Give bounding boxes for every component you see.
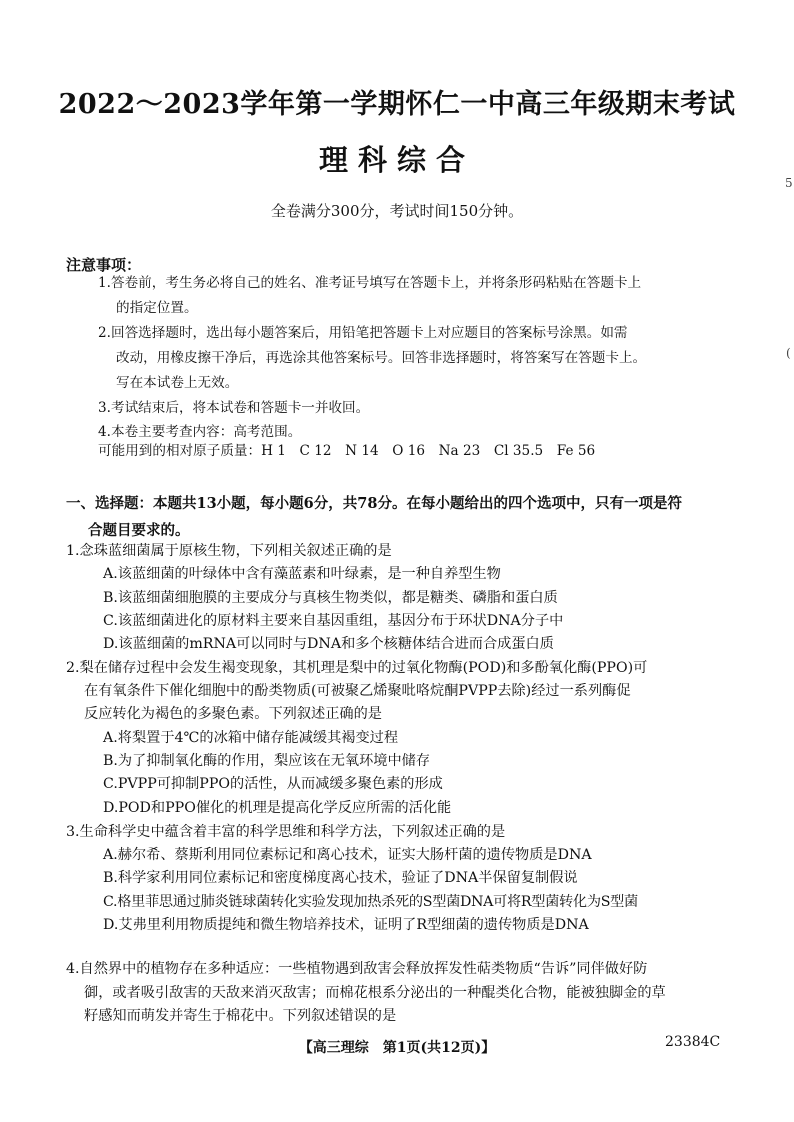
paper-code: 23384C bbox=[665, 1034, 721, 1050]
notice-line: 1.答卷前，考生务必将自己的姓名、准考证号填写在答题卡上，并将条形码粘贴在答题卡上 bbox=[98, 275, 642, 291]
question-3-option-a: A.赫尔希、蔡斯利用同位素标记和离心技术，证实大肠杆菌的遗传物质是DNA bbox=[103, 847, 592, 863]
question-1-stem: 1.念珠蓝细菌属于原核生物，下列相关叙述正确的是 bbox=[66, 543, 392, 559]
question-1-option-d: D.该蓝细菌的mRNA可以同时与DNA和多个核糖体结合进而合成蛋白质 bbox=[103, 636, 554, 652]
question-4-stem: 籽感知而萌发并寄生于棉花中。下列叙述错误的是 bbox=[84, 1008, 397, 1024]
notice-line: 的指定位置。 bbox=[116, 300, 198, 316]
question-2-stem: 在有氧条件下催化细胞中的酚类物质(可被聚乙烯聚吡咯烷酮PVPP去除)经过一系列酶促 bbox=[84, 683, 631, 699]
question-4-stem: 御，或者吸引敌害的天敌来消灭敌害；而棉花根系分泌出的一种醌类化合物，能被独脚金的草 bbox=[84, 985, 666, 1001]
notice-heading: 注意事项： bbox=[66, 256, 142, 274]
page-footer: 【高三理综 第1页(共12页)】 bbox=[298, 1040, 496, 1056]
section-heading-line: 一、选择题：本题共13小题，每小题6分，共78分。在每小题给出的四个选项中，只有一项是符 bbox=[66, 495, 682, 512]
question-1-option-a: A.该蓝细菌的叶绿体中含有藻蓝素和叶绿素，是一种自养型生物 bbox=[103, 566, 501, 582]
exam-title: 2022～2023学年第一学期怀仁一中高三年级期末考试 bbox=[58, 89, 736, 120]
question-2-stem: 反应转化为褐色的多聚色素。下列叙述正确的是 bbox=[84, 706, 382, 722]
notice-line: 3.考试结束后，将本试卷和答题卡一并收回。 bbox=[98, 400, 370, 416]
question-3-option-d: D.艾弗里利用物质提纯和微生物培养技术，证明了R型细菌的遗传物质是DNA bbox=[103, 917, 589, 933]
question-2-option-a: A.将梨置于4℃的冰箱中储存能减缓其褐变过程 bbox=[103, 730, 399, 746]
question-2-stem: 2.梨在储存过程中会发生褐变现象，其机理是梨中的过氧化物酶(POD)和多酚氧化酶(PPO)可 bbox=[66, 660, 648, 676]
question-1-option-c: C.该蓝细菌进化的原材料主要来自基因重组，基因分布于环状DNA分子中 bbox=[103, 613, 564, 629]
question-2-option-b: B.为了抑制氧化酶的作用，梨应该在无氧环境中储存 bbox=[103, 753, 431, 769]
section-heading bbox=[66, 490, 682, 544]
notice-line: 4.本卷主要考查内容：高考范围。 bbox=[98, 424, 302, 440]
notice-line: 写在本试卷上无效。 bbox=[116, 375, 239, 391]
question-2-option-d: D.POD和PPO催化的机理是提高化学反应所需的活化能 bbox=[103, 800, 452, 816]
question-3-stem: 3.生命科学史中蕴含着丰富的科学思维和科学方法，下列叙述正确的是 bbox=[66, 824, 506, 840]
notice-line: 2.回答选择题时，选出每小题答案后，用铅笔把答题卡上对应题目的答案标号涂黑。如需 bbox=[98, 325, 628, 341]
edge-mark: ( bbox=[786, 346, 791, 360]
question-3-option-b: B.科学家利用同位素标记和密度梯度离心技术，验证了DNA半保留复制假说 bbox=[103, 870, 578, 886]
question-4-stem: 4.自然界中的植物存在多种适应：一些植物遇到敌害会释放挥发性萜类物质“告诉”同伴做好防 bbox=[66, 961, 648, 977]
score-time-line: 全卷满分300分，考试时间150分钟。 bbox=[270, 202, 524, 220]
atomic-mass-line: 可能用到的相对原子质量：H 1 C 12 N 14 O 16 Na 23 Cl 35.5 Fe 56 bbox=[98, 443, 596, 459]
section-heading-line: 合题目要求的。 bbox=[88, 522, 190, 539]
notice-line: 改动，用橡皮擦干净后，再选涂其他答案标号。回答非选择题时，将答案写在答题卡上。 bbox=[116, 350, 647, 366]
subject-title: 理科综合 bbox=[318, 143, 475, 177]
edge-mark: 5 bbox=[785, 176, 793, 190]
question-3-option-c: C.格里菲思通过肺炎链球菌转化实验发现加热杀死的S型菌DNA可将R型菌转化为S型菌 bbox=[103, 894, 638, 910]
question-1-option-b: B.该蓝细菌细胞膜的主要成分与真核生物类似，都是糖类、磷脂和蛋白质 bbox=[103, 590, 558, 606]
question-2-option-c: C.PVPP可抑制PPO的活性，从而减缓多聚色素的形成 bbox=[103, 776, 443, 792]
